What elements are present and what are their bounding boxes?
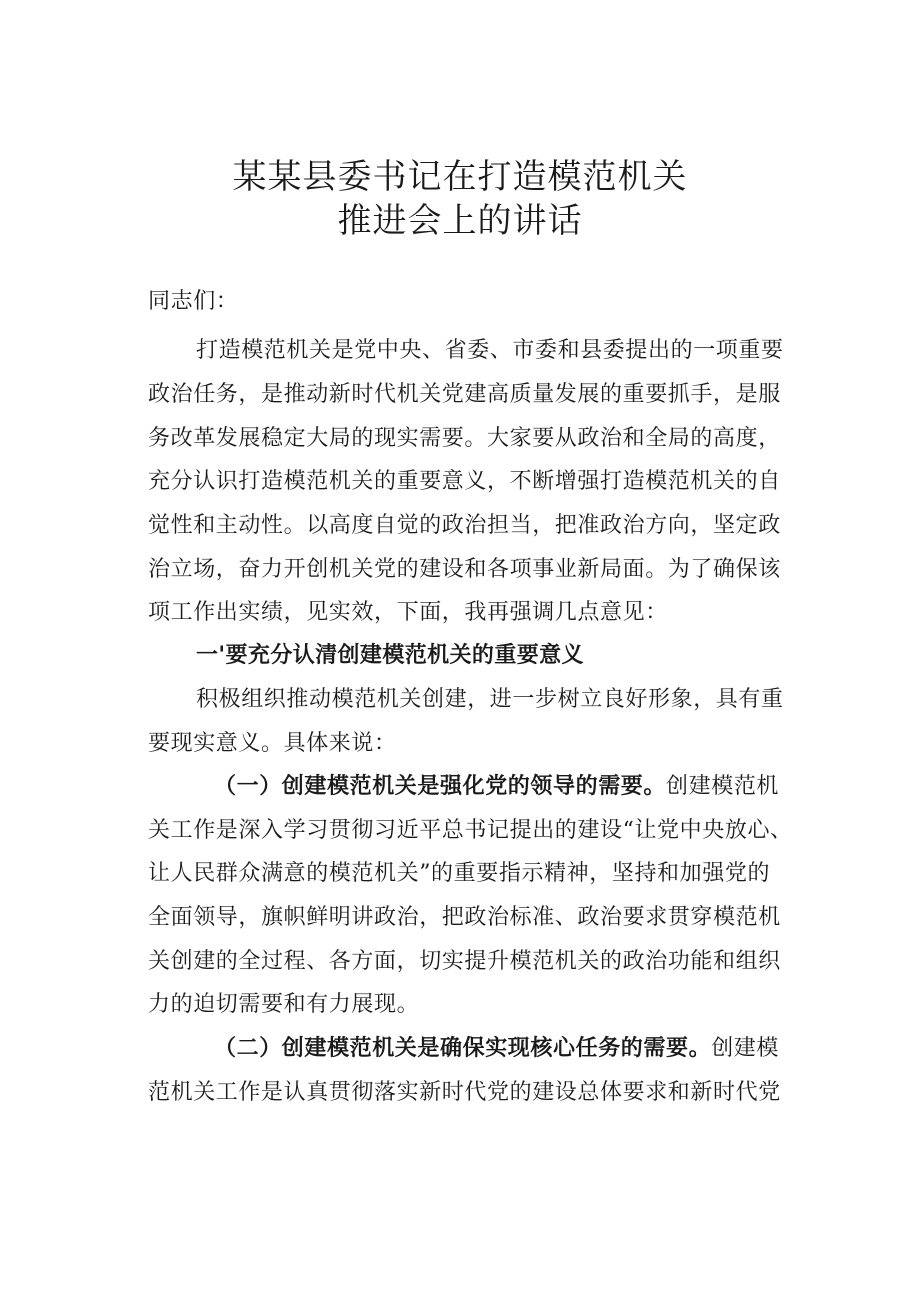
document-title-line-1: 某某县委书记在打造模范机关 (232, 157, 688, 197)
intro-line: 充分认识打造模范机关的重要意义，不断增强打造模范机关的自 (148, 469, 781, 494)
section-1-intro-line: 要现实意义。具体来说： (148, 731, 397, 756)
point-2-heading: （二）创建模范机关是确保实现核心任务的需要。 (214, 1036, 712, 1061)
section-1-intro-line: 积极组织推动模范机关创建，进一步树立良好形象，具有重 (196, 687, 784, 712)
salutation: 同志们： (148, 289, 239, 314)
document-title-line-2: 推进会上的讲话 (337, 201, 583, 241)
point-2-first-rest: 创建模 (711, 1036, 780, 1061)
point-1-line: 力的迫切需要和有力展现。 (148, 992, 420, 1017)
intro-line: 觉性和主动性。以高度自觉的政治担当，把准政治方向，坚定政 (148, 513, 781, 538)
point-1-line: 让人民群众满意的模范机关”的重要指示精神，坚持和加强党的 (148, 861, 771, 886)
intro-line: 项工作出实绩，见实效，下面，我再强调几点意见： (148, 600, 668, 625)
section-heading-1: 一'要充分认清创建模范机关的重要意义 (196, 643, 584, 668)
point-1-first-rest: 创建模范机 (666, 774, 780, 799)
intro-line: 打造模范机关是党中央、省委、市委和县委提出的一项重要 (196, 338, 784, 363)
intro-line: 务改革发展稳定大局的现实需要。大家要从政治和全局的高度， (148, 426, 781, 451)
point-1-line: 关工作是深入学习贯彻习近平总书记提出的建设“让党中央放心、 (148, 818, 793, 843)
point-1-line: 关创建的全过程、各方面，切实提升模范机关的政治功能和组织 (148, 949, 781, 974)
point-1-first-line (214, 772, 800, 802)
point-2-first-line (214, 1034, 800, 1064)
intro-line: 政治任务，是推动新时代机关党建高质量发展的重要抓手，是服 (148, 382, 781, 407)
point-1-heading: （一）创建模范机关是强化党的领导的需要。 (214, 774, 667, 799)
intro-line: 治立场，奋力开创机关党的建设和各项事业新局面。为了确保该 (148, 557, 781, 582)
point-2-line: 范机关工作是认真贯彻落实新时代党的建设总体要求和新时代党 (148, 1080, 781, 1105)
point-1-line: 全面领导，旗帜鲜明讲政治，把政治标准、政治要求贯穿模范机 (148, 905, 781, 930)
